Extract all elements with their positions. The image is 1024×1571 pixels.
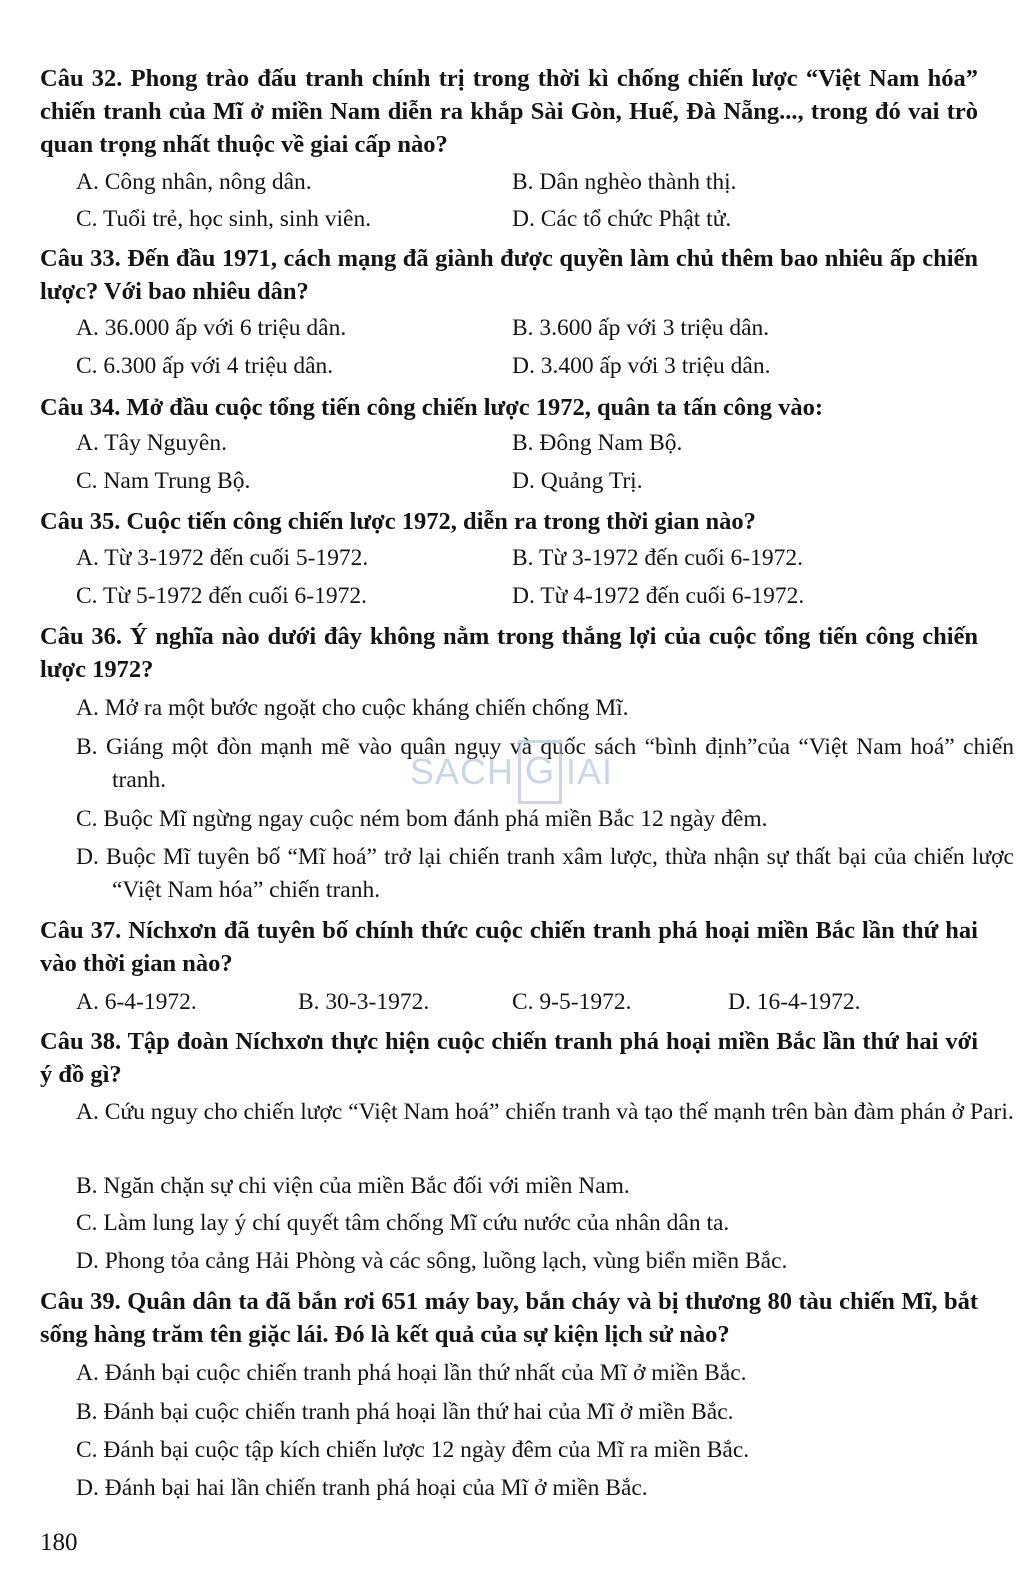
question-37-option-d: D. 16-4-1972. [728, 989, 861, 1015]
question-35-option-c: C. Từ 5-1972 đến cuối 6-1972. [76, 583, 368, 609]
question-35-option-b: B. Từ 3-1972 đến cuối 6-1972. [512, 545, 804, 571]
question-39-option-c: C. Đánh bại cuộc tập kích chiến lược 12 ngày đêm của Mĩ ra miền Bắc. [76, 1437, 750, 1463]
question-32-option-b: B. Dân nghèo thành thị. [512, 169, 737, 195]
question-32-option-c: C. Tuổi trẻ, học sinh, sinh viên. [76, 206, 372, 232]
question-39-stem: Câu 39. Quân dân ta đã bắn rơi 651 máy bay, bắn cháy và bị thương 80 tàu chiến Mĩ, bắt sống hàng trăm tên giặc lái. Đó là kết quả của sự kiện lịch sử nào? [40, 1288, 978, 1348]
question-35-stem: Câu 35. Cuộc tiến công chiến lược 1972, diễn ra trong thời gian nào? [40, 508, 756, 535]
question-36-option-d: D. Buộc Mĩ tuyên bố “Mĩ hoá” trở lại chiến tranh xâm lược, thừa nhận sự thất bại của chiến lược “Việt Nam hóa” chiến tranh. [76, 844, 1014, 903]
question-37-option-c: C. 9-5-1972. [512, 989, 632, 1015]
question-39-option-d: D. Đánh bại hai lần chiến tranh phá hoại của Mĩ ở miền Bắc. [76, 1475, 648, 1501]
sachgiai-watermark [410, 740, 613, 804]
question-38-option-d: D. Phong tỏa cảng Hải Phòng và các sông, luồng lạch, vùng biển miền Bắc. [76, 1248, 788, 1274]
question-34-option-d: D. Quảng Trị. [512, 468, 643, 494]
question-33-stem: Câu 33. Đến đầu 1971, cách mạng đã giành được quyền làm chủ thêm bao nhiêu ấp chiến lược? Với bao nhiêu dân? [40, 245, 978, 305]
question-32-option-d: D. Các tổ chức Phật tử. [512, 206, 732, 232]
question-34-option-a: A. Tây Nguyên. [76, 430, 227, 456]
question-33-option-a: A. 36.000 ấp với 6 triệu dân. [76, 315, 347, 341]
question-32-stem: Câu 32. Phong trào đấu tranh chính trị trong thời kì chống chiến lược “Việt Nam hóa” chiến tranh của Mĩ ở miền Nam diễn ra khắp Sài Gòn, Huế, Đà Nẵng..., trong đó vai trò quan trọng nhất thuộc về giai cấp nào? [40, 65, 978, 158]
question-34-option-b: B. Đông Nam Bộ. [512, 430, 683, 456]
question-33-option-d: D. 3.400 ấp với 3 triệu dân. [512, 353, 771, 379]
page-number: 180 [40, 1529, 78, 1556]
watermark-left: SACH [410, 751, 515, 792]
question-33-option-b: B. 3.600 ấp với 3 triệu dân. [512, 315, 770, 341]
question-34-stem: Câu 34. Mở đầu cuộc tổng tiến công chiến lược 1972, quân ta tấn công vào: [40, 394, 823, 421]
question-37-option-a: A. 6-4-1972. [76, 989, 197, 1015]
question-35-option-a: A. Từ 3-1972 đến cuối 5-1972. [76, 545, 369, 571]
question-39-option-b: B. Đánh bại cuộc chiến tranh phá hoại lần thứ hai của Mĩ ở miền Bắc. [76, 1399, 734, 1425]
question-37-stem: Câu 37. Níchxơn đã tuyên bố chính thức cuộc chiến tranh phá hoại miền Bắc lần thứ hai vào thời gian nào? [40, 917, 978, 977]
question-38-option-c: C. Làm lung lay ý chí quyết tâm chống Mĩ cứu nước của nhân dân ta. [76, 1210, 730, 1236]
question-38-option-a: A. Cứu nguy cho chiến lược “Việt Nam hoá” chiến tranh và tạo thế mạnh trên bàn đàm phán ở Pari. [76, 1099, 1014, 1125]
question-38-stem: Câu 38. Tập đoàn Níchxơn thực hiện cuộc chiến tranh phá hoại miền Bắc lần thứ hai với ý đồ gì? [40, 1028, 978, 1088]
question-36-stem: Câu 36. Ý nghĩa nào dưới đây không nằm trong thắng lợi của cuộc tổng tiến công chiến lược 1972? [40, 623, 978, 683]
question-36-option-c: C. Buộc Mĩ ngừng ngay cuộc ném bom đánh phá miền Bắc 12 ngày đêm. [76, 806, 768, 832]
question-37-option-b: B. 30-3-1972. [298, 989, 430, 1015]
question-36-option-b: B. Giáng một đòn mạnh mẽ vào quân ngụy và quốc sách “bình định”của “Việt Nam hoá” chiến tranh. [76, 734, 1014, 793]
question-39-option-a: A. Đánh bại cuộc chiến tranh phá hoại lần thứ nhất của Mĩ ở miền Bắc. [76, 1360, 747, 1386]
question-34-option-c: C. Nam Trung Bộ. [76, 468, 251, 494]
watermark-mid: G [518, 740, 562, 804]
question-38-option-b: B. Ngăn chặn sự chi viện của miền Bắc đối với miền Nam. [76, 1173, 630, 1199]
watermark-right: IAI [566, 751, 614, 792]
question-35-option-d: D. Từ 4-1972 đến cuối 6-1972. [512, 583, 805, 609]
question-32-option-a: A. Công nhân, nông dân. [76, 169, 312, 195]
question-36-option-a: A. Mở ra một bước ngoặt cho cuộc kháng chiến chống Mĩ. [76, 695, 629, 721]
question-33-option-c: C. 6.300 ấp với 4 triệu dân. [76, 353, 334, 379]
